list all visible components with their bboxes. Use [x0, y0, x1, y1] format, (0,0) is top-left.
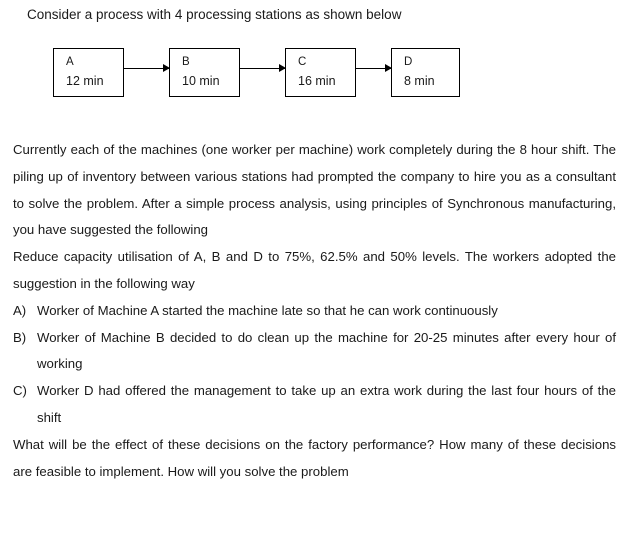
list-marker: B)	[13, 329, 27, 345]
list-item-text: Worker of Machine A started the machine late so that he can work continuously	[37, 302, 498, 318]
station-b-box	[169, 48, 240, 97]
list-marker: C)	[13, 383, 27, 399]
paragraph-suggestion: Reduce capacity utilisation of A, B and D to 75%, 62.5% and 50% levels. The workers adopted the suggestion in the following way	[13, 249, 616, 291]
list-item-text: Worker of Machine B decided to do clean up the machine for 20-25 minutes after every hour of working	[37, 329, 616, 372]
intro-text: Consider a process with 4 processing stations as shown below	[27, 7, 402, 22]
station-a-box	[53, 48, 124, 97]
station-a-time: 12 min	[66, 74, 104, 88]
paragraph-situation: Currently each of the machines (one worker per machine) work completely during the 8 hour shift. The piling up of inventory between various stations had prompted the company to hire you as a consultant to solve the problem. After a simple process analysis, using principles of Synchronous manufacturing, you have suggested the following	[13, 142, 616, 238]
station-c-time: 16 min	[298, 74, 336, 88]
arrow-c-to-d	[356, 68, 391, 69]
station-a-label: A	[66, 56, 74, 68]
arrow-a-to-b	[124, 68, 169, 69]
station-c-label: C	[298, 56, 307, 68]
list-item	[13, 298, 616, 325]
station-d-box	[391, 48, 460, 97]
station-d-label: D	[404, 56, 413, 68]
station-b-time: 10 min	[182, 74, 220, 88]
paragraph-question: What will be the effect of these decisions on the factory performance? How many of these decisions are feasible to implement. How will you solve the problem	[13, 436, 616, 479]
list-item	[13, 325, 616, 379]
list-marker: A)	[13, 302, 27, 318]
station-c-box	[285, 48, 356, 97]
list-item	[13, 378, 616, 432]
process-flow-diagram	[0, 0, 631, 110]
arrow-b-to-c	[240, 68, 285, 69]
list-item-text: Worker D had offered the management to take up an extra work during the last four hours of the shift	[37, 383, 616, 425]
problem-text	[13, 137, 616, 485]
station-d-time: 8 min	[404, 74, 435, 88]
station-b-label: B	[182, 56, 190, 68]
